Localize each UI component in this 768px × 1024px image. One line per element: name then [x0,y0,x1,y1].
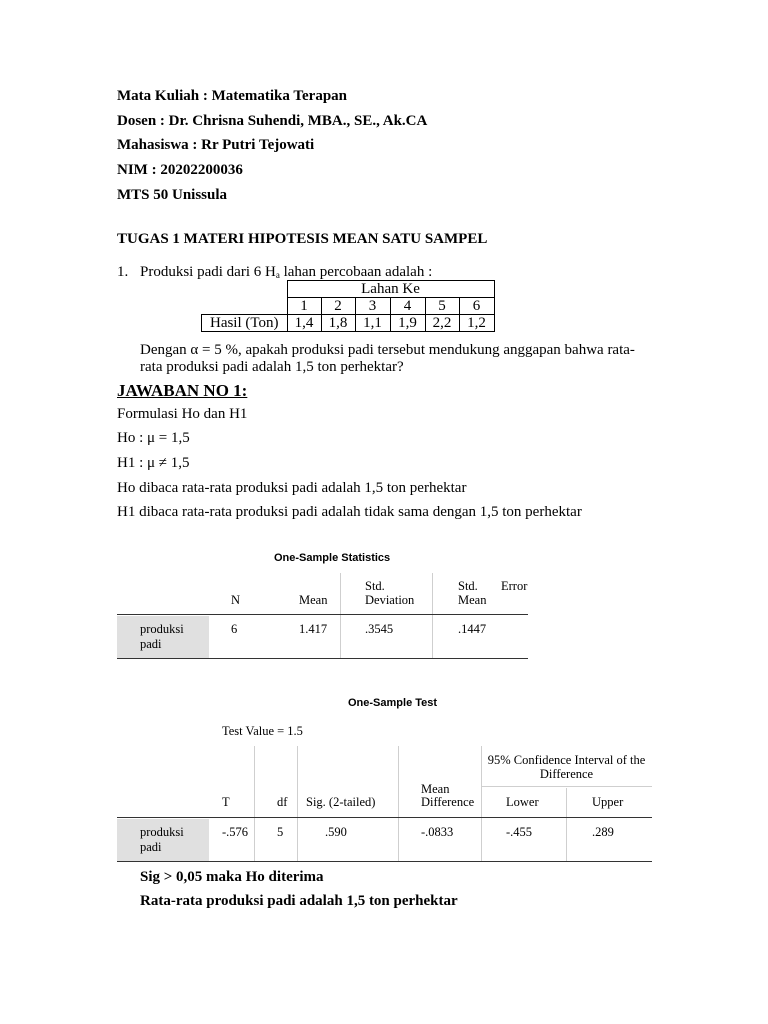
statistics-title: One-Sample Statistics [274,552,391,564]
test-value-label: Test Value = 1.5 [222,724,303,738]
test-header-t: T [222,795,230,809]
class-line: MTS 50 Unissula [117,187,228,203]
stats-header-stddev-1: Std. [365,579,385,593]
table-cell: 1,1 [355,315,390,332]
test-title: One-Sample Test [348,697,438,709]
conclusion-line-1: Sig > 0,05 maka Ho diterima [140,869,324,885]
table-cell: 2,2 [425,315,459,332]
conclusion-line-2: Rata-rata produksi padi adalah 1,5 ton perhektar [140,893,458,909]
nim-line: NIM : 20202200036 [117,162,243,178]
test-col-divider [481,746,482,862]
test-value-df: 5 [277,825,284,839]
table-corner-2 [202,298,288,315]
table-cell: 1,8 [321,315,355,332]
stats-header-rule [117,614,528,615]
task-title: TUGAS 1 MATERI HIPOTESIS MEAN SATU SAMPEL [117,231,488,247]
answer-line: Ho : μ = 1,5 [117,430,190,446]
test-bottom-rule [117,861,652,862]
ci-header-2: Difference [539,767,594,781]
student-line: Mahasiswa : Rr Putri Tejowati [117,137,315,153]
stats-value-mean: 1.417 [299,622,328,636]
table-row-label: Hasil (Ton) [202,315,288,332]
table-col-header: 5 [425,298,459,315]
stats-bottom-rule [117,658,528,659]
ci-sub-rule [481,786,652,787]
yield-table [201,280,495,332]
test-header-meandiff-2: Difference [421,795,475,809]
table-col-header: 1 [287,298,321,315]
answer-line: Formulasi Ho dan H1 [117,406,248,422]
stats-col-divider [340,573,341,659]
stats-value-stddev: .3545 [365,622,394,636]
test-row-label-1: produksi [140,825,184,839]
stats-col-divider [432,573,433,659]
test-value-upper: .289 [592,825,614,839]
table-group-header: Lahan Ke [287,281,494,298]
stats-value-n: 6 [231,622,238,636]
table-cell: 1,9 [390,315,425,332]
answer-line: Ho dibaca rata-rata produksi padi adalah 1,5 ton perhektar [117,480,467,496]
stats-row-label-2: padi [140,637,162,651]
stats-header-n: N [231,593,241,607]
question-text: Produksi padi dari 6 $H_a$ lahan percobaan adalah : [140,264,433,280]
stats-header-stderr-1: Std. [458,579,478,593]
test-col-divider [254,746,255,862]
test-value-sig: .590 [325,825,347,839]
test-value-t: -.576 [222,825,249,839]
lecturer-line: Dosen : Dr. Chrisna Suhendi, MBA., SE., Ak.CA [117,113,428,129]
stats-header-stderr-2: Mean [458,593,487,607]
table-col-header: 3 [355,298,390,315]
answer-heading: JAWABAN NO 1: [117,381,248,400]
table-corner [202,281,288,298]
answer-line: H1 dibaca rata-rata produksi padi adalah tidak sama dengan 1,5 ton perhektar [117,504,582,520]
table-col-header: 4 [390,298,425,315]
test-row-label-2: padi [140,840,162,854]
stats-value-stderr: .1447 [458,622,487,636]
test-value-lower: -.455 [506,825,533,839]
stats-header-mean: Mean [299,593,328,607]
table-col-header: 2 [321,298,355,315]
table-col-header: 6 [459,298,494,315]
test-header-meandiff-1: Mean [421,782,450,796]
table-cell: 1,4 [287,315,321,332]
test-col-divider [566,788,567,862]
test-header-upper: Upper [592,795,624,809]
test-header-df: df [277,795,288,809]
test-header-sig: Sig. (2-tailed) [306,795,376,809]
question-line-2: rata produksi padi adalah 1,5 ton perhektar? [140,359,404,375]
test-header-lower: Lower [506,795,539,809]
question-line-1: Dengan α = 5 %, apakah produksi padi tersebut mendukung anggapan bahwa rata- [140,342,635,358]
unit-subscript: a [275,270,280,280]
test-col-divider [297,746,298,862]
test-header-rule [117,817,652,818]
ci-header-1: 95% Confidence Interval of the [487,753,646,767]
answer-line: H1 : μ ≠ 1,5 [117,455,190,471]
course-line: Mata Kuliah : Matematika Terapan [117,88,348,104]
stats-header-stddev-2: Deviation [365,593,415,607]
table-cell: 1,2 [459,315,494,332]
stats-header-stderr-1b: Error [501,579,528,593]
stats-row-label-1: produksi [140,622,184,636]
question-number: 1. [117,264,129,280]
test-col-divider [398,746,399,862]
test-value-meandiff: -.0833 [421,825,454,839]
